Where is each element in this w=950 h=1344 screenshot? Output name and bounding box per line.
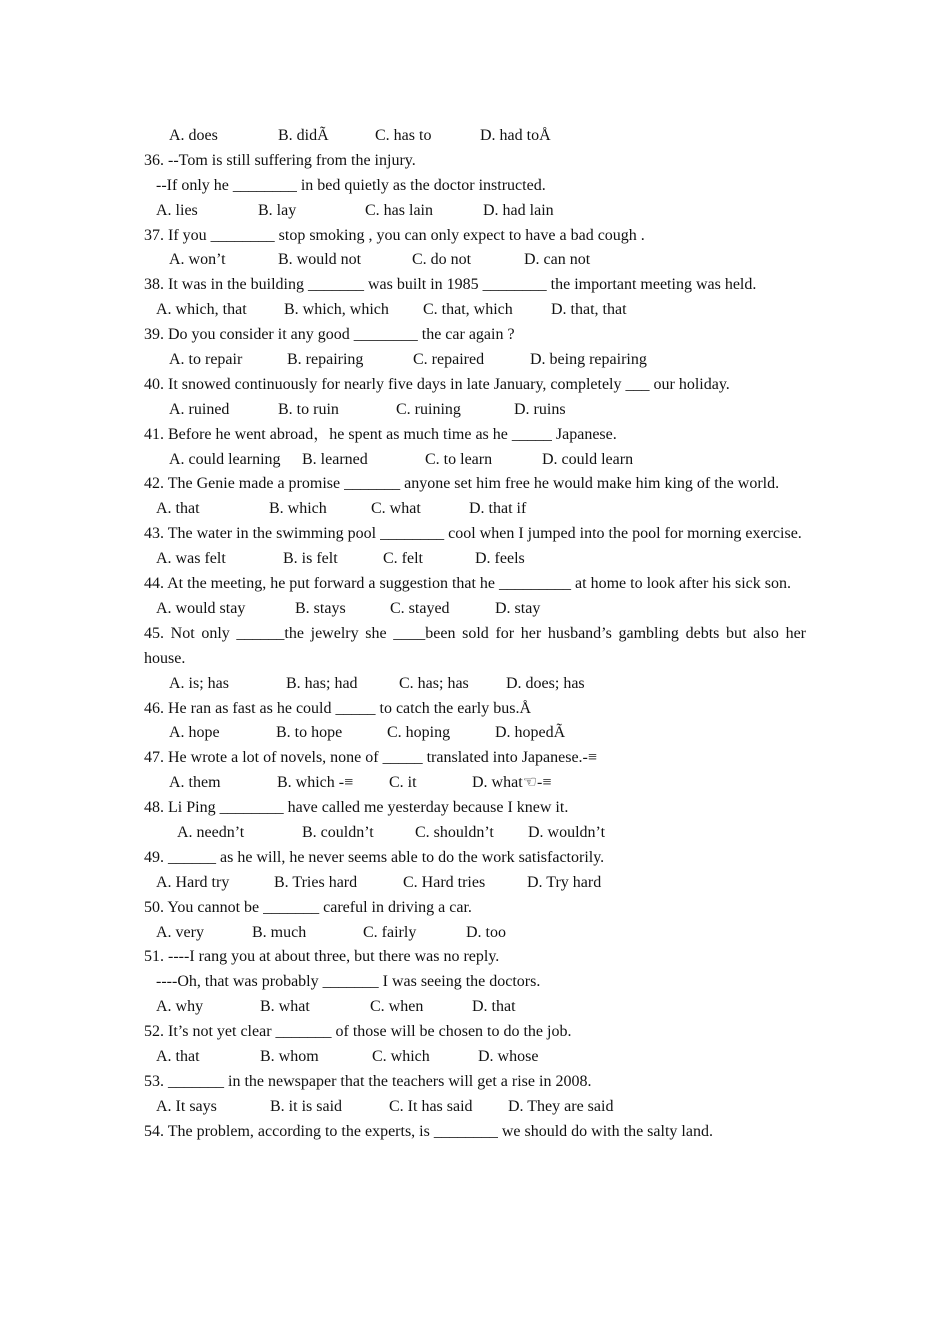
question-text: 38. It was in the building _______ was built in 1985 ________ the important meeting was held. [144, 276, 757, 294]
option-d: D. being repairing [530, 351, 647, 369]
option-d: D. wouldn’t [528, 824, 606, 842]
option-a: A. very [156, 923, 204, 941]
option-a: A. It says [156, 1097, 217, 1115]
option-d: D. could learn [542, 450, 634, 468]
option-a: A. ruined [169, 400, 230, 418]
options-row [144, 721, 806, 746]
option-c: C. has to [375, 127, 432, 144]
question-text: ----Oh, that was probably _______ I was seeing the doctors. [156, 973, 541, 991]
option-c: C. when [370, 998, 424, 1016]
options-row [144, 995, 806, 1020]
exam-page [144, 124, 806, 1145]
question-text: 43. The water in the swimming pool ________ cool when I jumped into the pool for morning exercise. [144, 525, 802, 543]
option-b: B. stays [295, 599, 346, 617]
question-text: 49. ______ as he will, he never seems able to do the work satisfactorily. [144, 848, 605, 866]
option-a: A. them [169, 774, 221, 792]
option-a: A. would stay [156, 599, 246, 617]
option-d: D. that, that [551, 301, 627, 319]
options-row [144, 921, 806, 946]
option-c: C. that, which [423, 301, 513, 319]
option-c: C. which [372, 1048, 430, 1066]
option-a: A. that [156, 500, 200, 518]
option-c: C. It has said [389, 1097, 473, 1115]
options-row [144, 298, 806, 323]
option-b: B. to hope [276, 724, 343, 742]
question-text: 53. _______ in the newspaper that the teachers will get a rise in 2008. [144, 1072, 592, 1090]
option-d: D. feels [475, 550, 525, 568]
option-b: B. lay [258, 201, 297, 219]
option-c: C. to learn [425, 450, 493, 468]
options-row [144, 248, 806, 273]
options-row [144, 348, 806, 373]
option-d: D. Try hard [527, 873, 602, 891]
option-d: D. what☜-≡ [472, 774, 552, 792]
question-text: 40. It snowed continuously for nearly five days in late January, completely ___ our holiday. [144, 375, 730, 393]
question-text: 41. Before he went abroad，he spent as much time as he _____ Japanese. [144, 425, 617, 443]
options-row [144, 199, 806, 224]
options-row [144, 1045, 806, 1070]
option-a: A. lies [156, 201, 198, 219]
option-d: D. whose [478, 1048, 539, 1066]
options-row [144, 821, 806, 846]
options-row [144, 771, 806, 796]
option-b: B. couldn’t [302, 824, 374, 842]
option-a: A. that [156, 1048, 200, 1066]
option-c: C. Hard tries [403, 873, 486, 891]
option-b: B. repairing [287, 351, 364, 369]
option-b: B. what [260, 998, 310, 1016]
options-row [144, 547, 806, 572]
option-b: B. would not [278, 251, 362, 269]
question-text: 36. --Tom is still suffering from the injury. [144, 151, 416, 169]
option-d: D. can not [524, 251, 591, 269]
option-c: C. shouldn’t [415, 824, 494, 842]
question-text: 46. He ran as fast as he could _____ to catch the early bus.Å [144, 699, 531, 717]
option-b: B. has; had [286, 674, 358, 692]
option-c: C. do not [412, 251, 472, 269]
option-c: C. repaired [413, 351, 485, 369]
option-c: C. what [371, 500, 421, 518]
options-row [144, 597, 806, 622]
option-b: B. Tries hard [274, 873, 358, 891]
option-a: A. won’t [169, 251, 226, 269]
option-a: A. was felt [156, 550, 226, 568]
options-row [144, 124, 806, 149]
question-text: 45. Not only ______the jewelry she ____been sold for her husband’s gambling debts but also her house. [144, 624, 806, 667]
option-d: D. too [466, 923, 506, 941]
option-b: B. it is said [270, 1097, 343, 1115]
option-c: C. has lain [365, 201, 433, 219]
option-b: B. to ruin [278, 400, 339, 418]
options-row [144, 871, 806, 896]
question-text: 52. It’s not yet clear _______ of those will be chosen to do the job. [144, 1023, 572, 1041]
option-c: C. hoping [387, 724, 451, 742]
option-c: C. fairly [363, 923, 417, 941]
option-d: D. had toÅ [480, 127, 551, 144]
option-b: B. learned [302, 450, 368, 468]
option-d: D. that if [469, 500, 527, 518]
option-a: A. to repair [169, 351, 243, 369]
option-a: A. Hard try [156, 873, 230, 891]
question-text: 48. Li Ping ________ have called me yesterday because I knew it. [144, 799, 569, 817]
option-a: A. why [156, 998, 204, 1016]
option-a: A. is; has [169, 674, 229, 692]
option-c: C. ruining [396, 400, 461, 418]
option-c: C. it [389, 774, 417, 792]
question-text: 39. Do you consider it any good ________ the car again ? [144, 326, 515, 344]
option-a: A. could learning [169, 450, 281, 468]
options-row [144, 497, 806, 522]
question-text: 37. If you ________ stop smoking , you can only expect to have a bad cough . [144, 226, 645, 244]
option-a: A. hope [169, 724, 220, 742]
option-b: B. which -≡ [277, 774, 354, 792]
option-d: D. They are said [508, 1097, 614, 1115]
option-d: D. stay [495, 599, 541, 617]
option-c: C. stayed [390, 599, 450, 617]
option-d: D. had lain [483, 201, 554, 219]
option-d: D. does; has [506, 674, 585, 692]
option-d: D. ruins [514, 400, 566, 418]
option-a: A. which, that [156, 301, 247, 319]
question-text: 51. ----I rang you at about three, but there was no reply. [144, 948, 500, 966]
option-b: B. much [252, 923, 307, 941]
question-text: 50. You cannot be _______ careful in driving a car. [144, 898, 472, 916]
option-d: D. hopedÃ [495, 724, 566, 742]
question-text: --If only he ________ in bed quietly as the doctor instructed. [156, 176, 546, 194]
options-row [144, 1095, 806, 1120]
option-b: B. didÃ [278, 127, 329, 144]
option-b: B. which, which [284, 301, 389, 319]
option-c: C. felt [383, 550, 423, 568]
option-b: B. which [269, 500, 327, 518]
question-text: 54. The problem, according to the experts, is ________ we should do with the salty land. [144, 1122, 713, 1140]
question-text: 47. He wrote a lot of novels, none of _____ translated into Japanese.-≡ [144, 749, 597, 767]
question-text: 44. At the meeting, he put forward a suggestion that he _________ at home to look after his sick son. [144, 575, 791, 593]
option-b: B. whom [260, 1048, 319, 1066]
option-b: B. is felt [283, 550, 338, 568]
option-a: A. needn’t [177, 824, 245, 842]
options-row [144, 448, 806, 473]
option-a: A. does [169, 127, 218, 144]
options-row [144, 398, 806, 423]
option-d: D. that [472, 998, 516, 1016]
option-c: C. has; has [399, 674, 469, 692]
question-text: 42. The Genie made a promise _______ anyone set him free he would make him king of the world. [144, 475, 780, 493]
options-row [144, 672, 806, 697]
